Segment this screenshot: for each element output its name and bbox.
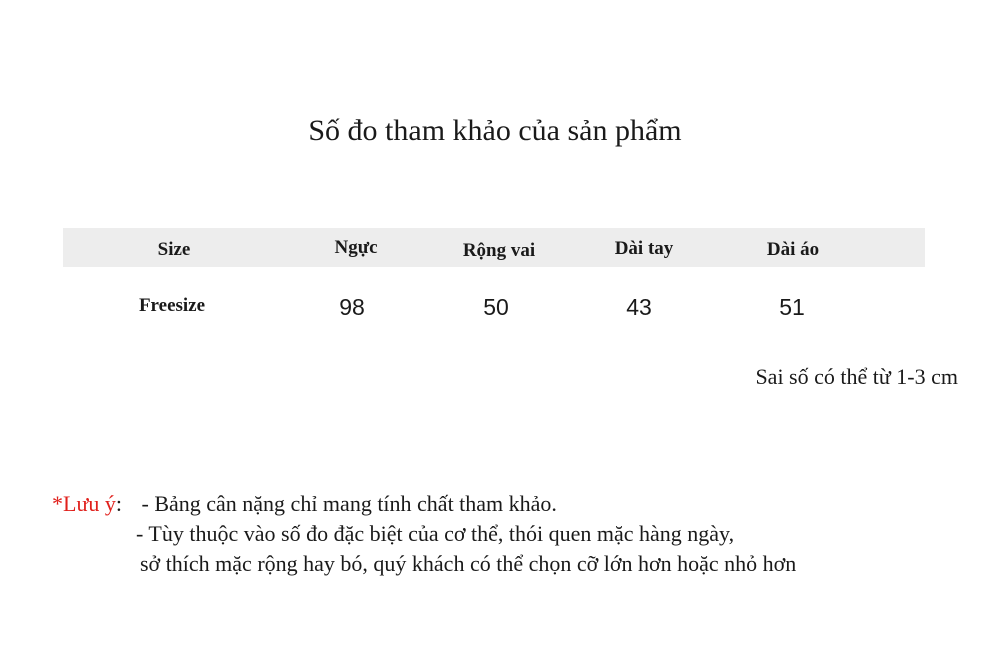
header-rong-vai: Rộng vai — [462, 240, 536, 261]
row-size-value: Freesize — [138, 295, 206, 316]
tolerance-note: Sai số có thể từ 1-3 cm — [755, 364, 958, 389]
row-dai-ao-value: 51 — [779, 294, 805, 320]
header-dai-ao: Dài áo — [766, 239, 820, 260]
page-title: Số đo tham khảo của sản phẩm — [308, 114, 682, 147]
header-nguc: Ngực — [334, 237, 378, 258]
row-nguc-value: 98 — [339, 294, 365, 320]
header-dai-tay: Dài tay — [614, 238, 674, 259]
note-text-1: - Bảng cân nặng chỉ mang tính chất tham khảo. — [141, 491, 557, 516]
note-line-2: - Tùy thuộc vào số đo đặc biệt của cơ thể, thói quen mặc hàng ngày, — [136, 521, 735, 546]
note-label: *Lưu ý — [52, 491, 116, 516]
row-dai-tay-value: 43 — [626, 294, 652, 320]
note-line-1 — [52, 491, 557, 517]
note-line-3: sở thích mặc rộng hay bó, quý khách có thể chọn cỡ lớn hơn hoặc nhỏ hơn — [140, 551, 797, 576]
header-size: Size — [157, 239, 191, 260]
note-colon: : — [115, 491, 122, 516]
row-rong-vai-value: 50 — [483, 294, 509, 320]
